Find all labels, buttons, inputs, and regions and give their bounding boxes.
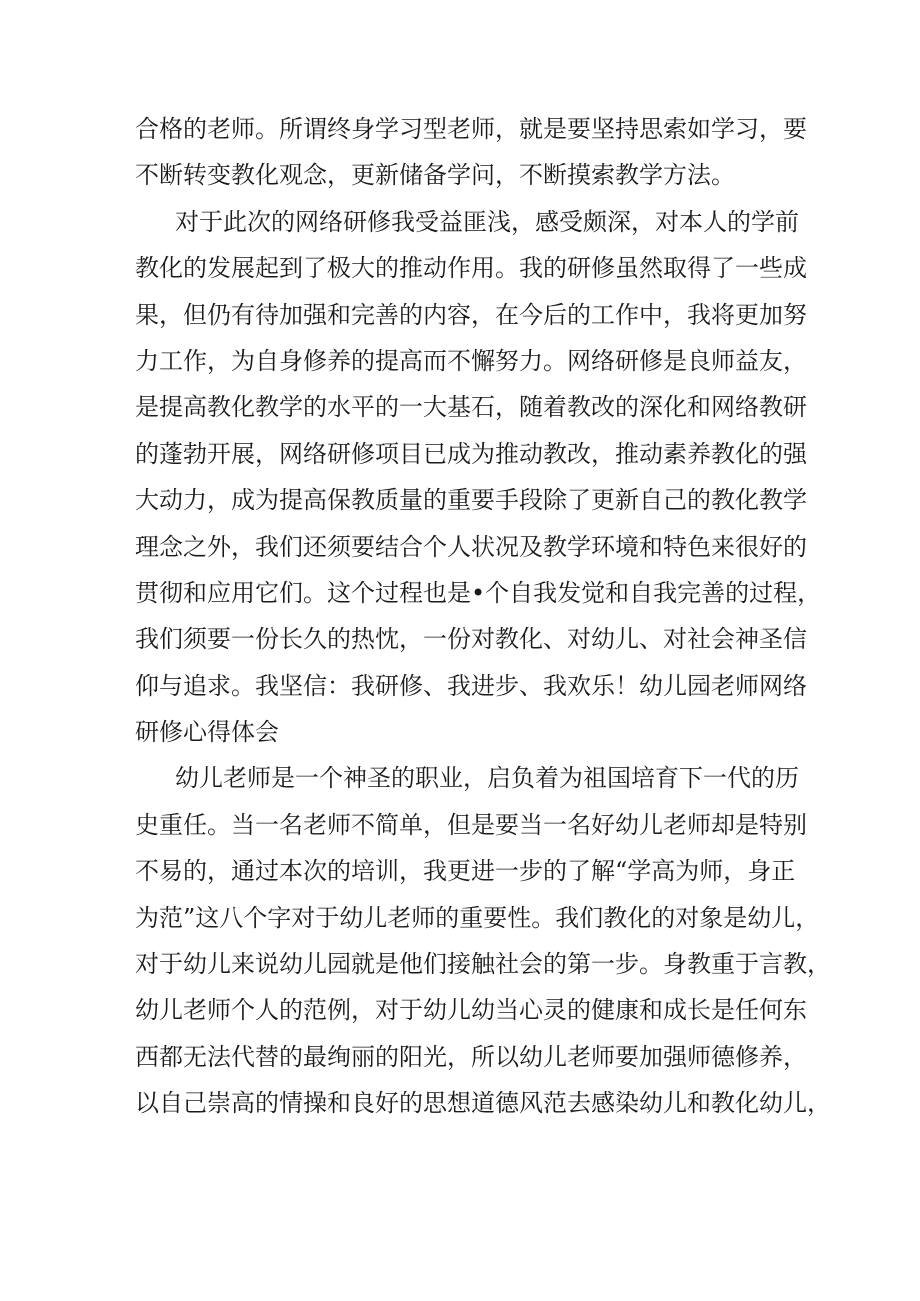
text-line: 力工作，为自身修养的提高而不懈努力。网络研修是良师益友， [135,346,807,375]
text-line: 不断转变教化观念，更新储备学问，不断摸索教学方法。 [135,161,735,190]
text-line: 我们须要一份长久的热忱，一份对教化、对幼儿、对社会神圣信 [135,625,807,654]
text-line: 仰与追求。我坚信：我研修、我进步、我欢乐！幼儿园老师网络 [135,671,807,700]
text-line: 以自己崇高的情操和良好的思想道德风范去感染幼儿和教化幼儿， [135,1089,831,1118]
text-line: 理念之外，我们还须要结合个人状况及教学环境和特色来很好的 [135,532,807,561]
text-line: 不易的，通过本次的培训，我更进一步的了解“学高为师，身正 [135,857,796,886]
text-line: 幼儿老师个人的范例，对于幼儿幼当心灵的健康和成长是任何东 [135,996,807,1025]
paragraph-1 [135,106,807,199]
text-line: 对于此次的网络研修我受益匪浅，感受颇深，对本人的学前 [175,207,799,236]
text-line: 贯彻和应用它们。这个过程也是•个自我发觉和自我完善的过程， [135,578,822,607]
text-line: 是提高教化教学的水平的一大基石，随着教改的深化和网络教研 [135,393,807,422]
text-line: 幼儿老师是一个神圣的职业，启负着为祖国培育下一代的历 [175,764,799,793]
text-line: 合格的老师。所谓终身学习型老师，就是要坚持思索如学习，要 [135,115,807,143]
paragraph-2 [135,199,822,756]
text-line: 史重任。当一名老师不简单，但是要当一名好幼儿老师却是特别 [135,810,807,839]
text-line: 果，但仍有待加强和完善的内容，在今后的工作中，我将更加努 [135,300,807,329]
paragraph-3 [135,755,831,1126]
text-line: 大动力，成为提高保教质量的重要手段除了更新自己的教化教学 [135,486,807,515]
text-line: 研修心得体会 [135,718,279,747]
text-line: 为范”这八个字对于幼儿老师的重要性。我们教化的对象是幼儿， [135,903,820,932]
body-text [135,106,831,1127]
text-line: 的蓬勃开展，网络研修项目已成为推动教改，推动素养教化的强 [135,439,807,468]
text-line: 教化的发展起到了极大的推动作用。我的研修虽然取得了一些成 [135,254,807,283]
text-line: 对于幼儿来说幼儿园就是他们接触社会的第一步。身教重于言教， [135,950,831,979]
text-line: 西都无法代替的最绚丽的阳光，所以幼儿老师要加强师德修养， [135,1042,807,1071]
